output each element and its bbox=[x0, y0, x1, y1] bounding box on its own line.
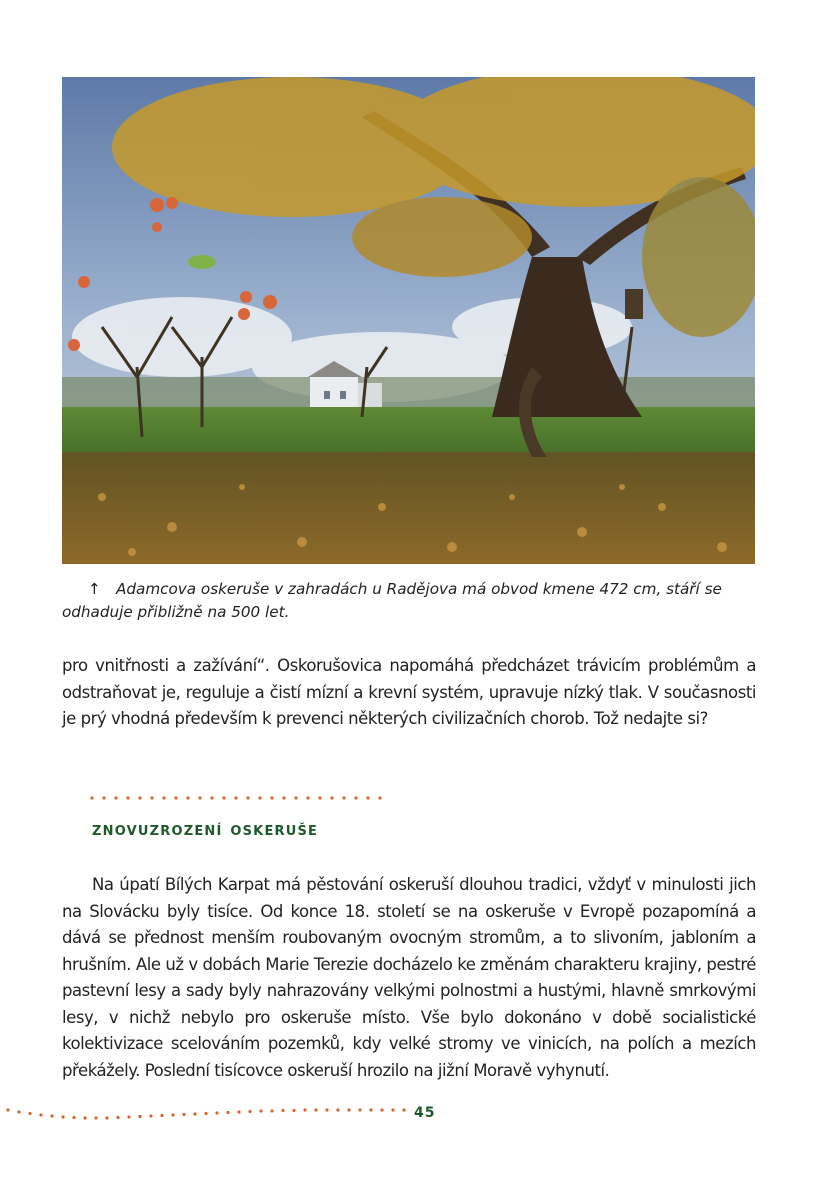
section-heading-text: znovuzrození oskeruše bbox=[92, 818, 319, 840]
caption-arrow-icon: ↑ bbox=[88, 580, 101, 598]
photo-birdhouse bbox=[625, 289, 643, 319]
paragraph-continued: pro vnitřnosti a zažívání“. Oskorušovica napomáhá předcházet trávicím problémům a odstraňovat je, reguluje a čistí mízní a krevní systém, upravuje nízký tlak. V současnosti je prý vhodná především k prevenci některých civilizačních chorob. Tož nedajte si? bbox=[62, 656, 756, 728]
section-paragraph: Na úpatí Bílých Karpat má pěstování oskeruší dlouhou tradici, vždyť v minulosti jich na Slovácku byly tisíce. Od konce 18. století se na oskeruše v Evropě pozapomíná a dává se přednost menším roubovaným ovocným stromům, a to slivoním, jabloním a hrušním. Ale už v dobách Marie Terezie docházelo ke změnám charakteru krajiny, pestré pastevní lesy a sady byly nahrazovány velkými polnostmi a hustými, hlavně smrkovými lesy, v nichž nebylo pro oskeruše místo. Vše bylo dokonáno v době socialistické kolektivizace scelováním pozemků, kdy velké stromy ve vinicích, na polích a mezích překážely. Poslední tisícovce oskeruší hrozilo na jižní Moravě vyhynutí. bbox=[62, 875, 756, 1080]
footer-dotted-wave bbox=[0, 1104, 412, 1128]
section-heading bbox=[92, 818, 318, 840]
heading-dotted-rule bbox=[88, 794, 384, 802]
photo-caption bbox=[62, 578, 742, 624]
photo-green-leaf bbox=[188, 255, 216, 269]
caption-text: Adamcova oskeruše v zahradách u Radějova má obvod kmene 472 cm, stáří se odhaduje přibližně na 500 let. bbox=[62, 580, 722, 621]
photo-fallen-leaves bbox=[62, 452, 755, 564]
photo-distant-hills bbox=[62, 377, 755, 407]
photo-old-service-tree bbox=[62, 77, 755, 564]
page-number: 45 bbox=[414, 1105, 436, 1121]
